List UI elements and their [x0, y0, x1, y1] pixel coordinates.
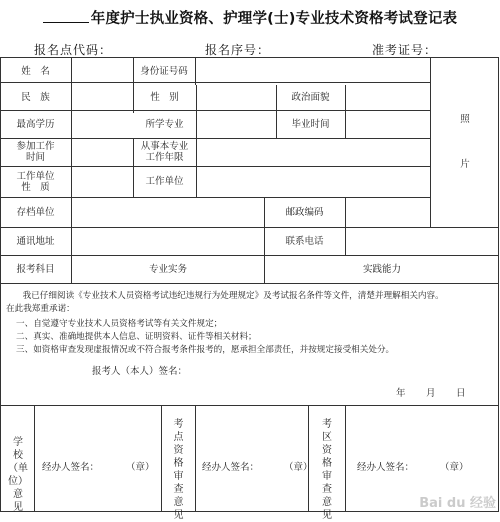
education-input[interactable] [72, 110, 133, 138]
name-label: 姓 名 [21, 65, 50, 77]
work-start-label-2: 时间 [25, 152, 45, 163]
unit-nature-input[interactable] [72, 166, 133, 197]
district-review-char: 审 [322, 471, 332, 482]
declaration-item-3: 三、如资格审查发现虚报情况或不符合报考条件报考的，愿承担全部责任，并按规定接受相关处分。 [16, 345, 395, 355]
archive-unit-input[interactable] [72, 197, 264, 227]
watermark: Bai du 经验 [419, 496, 496, 511]
gender-input[interactable] [197, 85, 276, 110]
site-review-char: 审 [173, 471, 184, 482]
row-line [0, 405, 499, 406]
school-opinion-char: 位） [8, 476, 28, 487]
date-day: 日 [456, 388, 466, 399]
title-text: 年度护士执业资格、护理学(士)专业技术资格考试登记表 [90, 11, 458, 27]
phone-input[interactable] [346, 227, 499, 255]
declaration-intro: 我已仔细阅读《专业技术人员资格考试违纪违规行为处理规定》及考试报名条件等文件，清楚并理解相关内容。 [14, 291, 444, 301]
education-label: 最高学历 [16, 118, 55, 130]
applicant-signature-label: 报考人（本人）签名： [92, 366, 188, 377]
years-input[interactable] [197, 138, 430, 166]
site-seal: （章） [284, 462, 313, 473]
applicant-signature-field[interactable] [200, 363, 300, 377]
site-code-label: 报名点代码： [34, 43, 113, 57]
district-review-char: 见 [322, 510, 332, 521]
seq-no-label: 报名序号： [205, 43, 271, 57]
postcode-input[interactable] [346, 197, 499, 227]
years-label-1: 从事本专业 [140, 141, 189, 152]
district-seal: （章） [440, 462, 469, 473]
school-opinion-label [3, 436, 33, 514]
col-line [345, 405, 346, 512]
school-opinion-char: （单 [8, 463, 28, 474]
declaration-item-2: 二、真实、准确地提供本人信息、证明资料、证件等相关材料； [16, 332, 257, 342]
photo-label-1: 照 [460, 114, 470, 125]
district-review-char: 格 [322, 458, 332, 469]
year-blank [43, 10, 89, 23]
district-review-label [309, 418, 345, 522]
site-review-char: 见 [173, 510, 184, 521]
ethnicity-input[interactable] [72, 85, 133, 110]
site-review-char: 意 [173, 497, 184, 508]
district-review-char: 考 [322, 419, 332, 430]
school-signature-label: 经办人签名： [42, 462, 100, 473]
years-label [133, 138, 196, 166]
address-label: 通讯地址 [16, 235, 55, 247]
name-input[interactable] [72, 57, 133, 85]
district-review-char: 区 [322, 432, 332, 443]
phone-label: 联系电话 [285, 235, 324, 247]
district-review-char: 资 [322, 445, 332, 456]
photo-label-2: 片 [460, 159, 470, 170]
district-signature-label: 经办人签名： [357, 462, 415, 473]
page-title [0, 7, 500, 28]
subject-skill-option[interactable]: 实践能力 [362, 263, 401, 275]
years-label-2: 工作年限 [145, 152, 184, 163]
site-review-char: 资 [173, 445, 184, 456]
district-review-char: 意 [322, 497, 332, 508]
ticket-no-label: 准考证号： [372, 43, 438, 57]
id-number-input[interactable] [196, 57, 430, 85]
id-number-label: 身份证号码 [140, 65, 188, 77]
ethnicity-label: 民 族 [21, 92, 50, 103]
major-input[interactable] [197, 110, 276, 138]
school-opinion-char: 学 [13, 437, 23, 448]
employer-label: 工作单位 [145, 176, 184, 187]
work-start-label-1: 参加工作 [16, 141, 55, 152]
school-opinion-char: 校 [13, 450, 23, 461]
major-label: 所学专业 [145, 118, 184, 130]
work-start-label [0, 138, 71, 166]
district-review-char: 查 [322, 484, 332, 495]
archive-unit-label: 存档单位 [16, 206, 55, 218]
unit-nature-label-1: 工作单位 [16, 170, 55, 182]
gender-label: 性 别 [150, 92, 179, 103]
site-signature-label: 经办人签名： [202, 462, 260, 473]
political-status-label: 政治面貌 [291, 92, 330, 103]
unit-nature-label [0, 166, 71, 197]
col-line [34, 405, 35, 512]
graduation-time-input[interactable] [346, 110, 430, 138]
site-review-label [162, 418, 195, 522]
political-status-input[interactable] [346, 85, 430, 110]
site-review-char: 点 [173, 432, 184, 443]
school-seal: （章） [126, 462, 155, 473]
declaration-intro-2: 在此我郑重承诺： [6, 304, 75, 314]
declaration-item-1: 一、自觉遵守专业技术人员资格考试等有关文件规定； [16, 319, 223, 329]
site-review-char: 格 [173, 458, 184, 469]
employer-input[interactable] [197, 166, 430, 197]
postcode-label: 邮政编码 [285, 206, 324, 218]
subject-label: 报考科目 [16, 263, 55, 275]
address-input[interactable] [72, 227, 264, 255]
row-line [0, 283, 499, 284]
work-start-input[interactable] [72, 138, 133, 166]
date-year: 年 [396, 388, 406, 399]
graduation-time-label: 毕业时间 [291, 118, 330, 130]
subject-practice-option[interactable]: 专业实务 [148, 263, 187, 275]
site-review-char: 查 [173, 484, 184, 495]
school-opinion-char: 意 [13, 489, 23, 500]
col-line [195, 405, 196, 512]
unit-nature-label-2: 性 质 [21, 181, 50, 193]
school-opinion-char: 见 [13, 502, 23, 513]
site-review-char: 考 [173, 419, 184, 430]
date-month: 月 [426, 388, 436, 399]
